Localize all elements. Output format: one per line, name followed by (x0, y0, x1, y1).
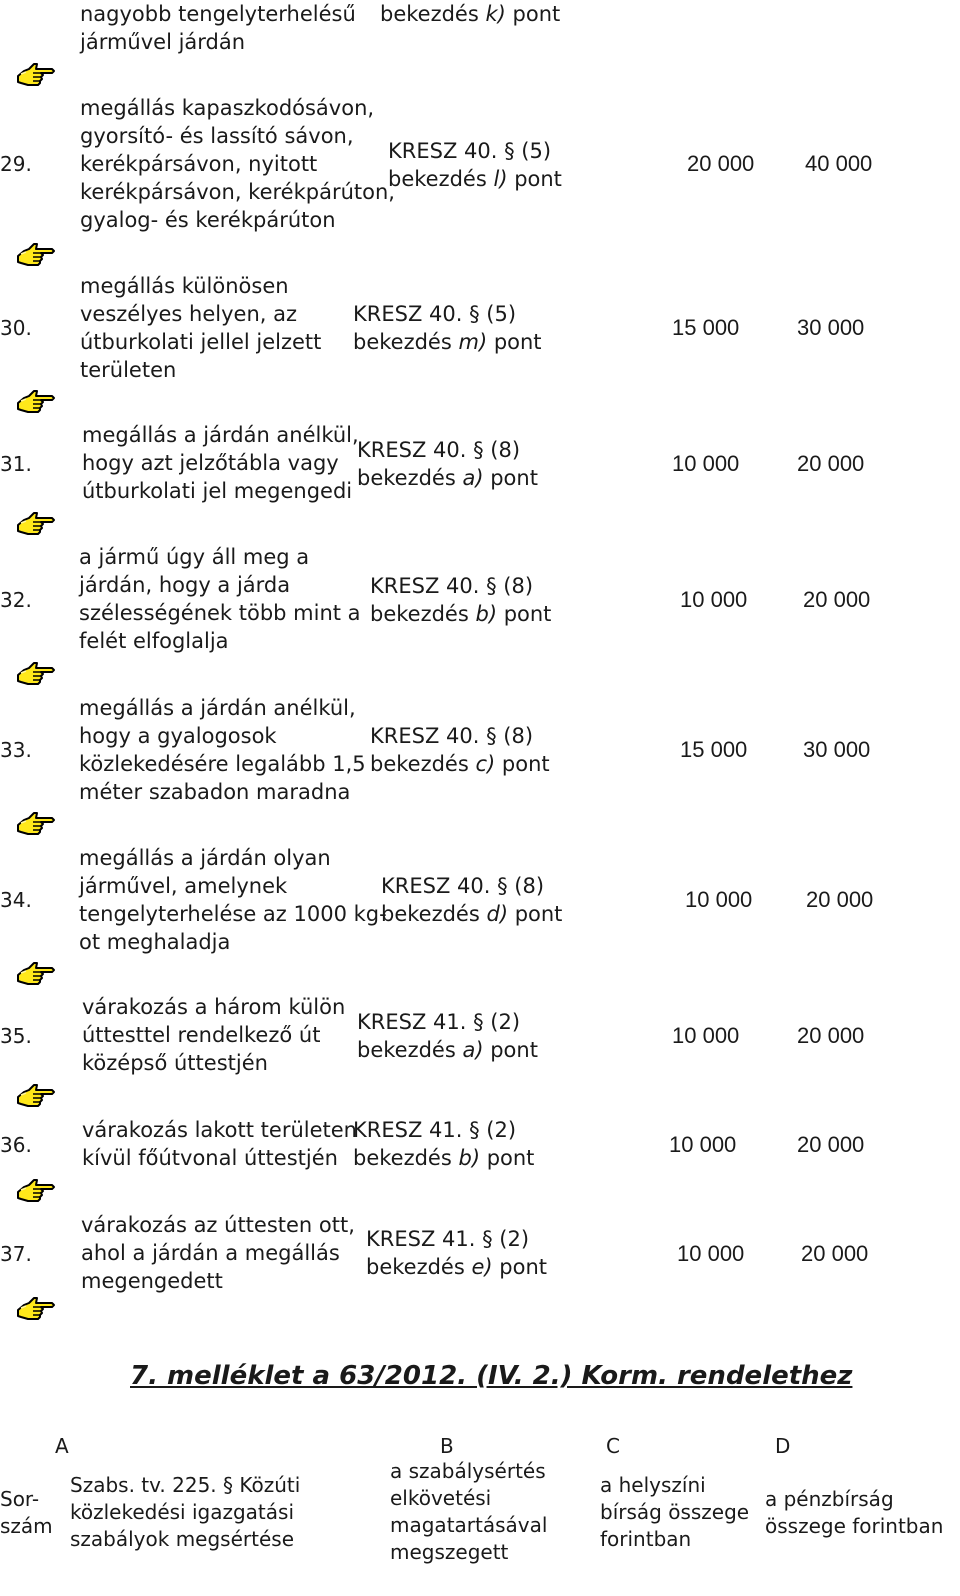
reference-point: l) (493, 167, 508, 191)
reference-paragraph: bekezdés (353, 1146, 459, 1170)
reference-suffix: pont (505, 2, 561, 26)
pointing-hand-icon (16, 655, 56, 689)
violation-description: megállás a járdán olyan járművel, amelynek tengelyterhelése az 1000 kg- ot meghaladja (79, 846, 387, 954)
fine-amount: 30 000 (803, 737, 871, 762)
reference-article: KRESZ 40. § (8) (370, 574, 534, 598)
fine-amount: 20 000 (797, 1023, 865, 1048)
onsite-fine-amount: 10 000 (669, 1132, 737, 1157)
fine-amount: 20 000 (806, 887, 874, 912)
pointing-hand-icon (16, 383, 56, 417)
violation-description: megállás különösen veszélyes helyen, az útburkolati jellel jelzett területen (80, 274, 322, 382)
reference-suffix: pont (483, 1038, 538, 1062)
row-number: 33. (0, 738, 32, 762)
fine-amount: 20 000 (803, 587, 871, 612)
row-number: 32. (0, 588, 32, 612)
reference-paragraph: bekezdés (370, 752, 476, 776)
fine-amount: 20 000 (801, 1241, 869, 1266)
pointing-hand-icon (16, 1077, 56, 1111)
violation-description: a jármű úgy áll meg a járdán, hogy a járda szélességének több mint a felét elfoglalja (79, 545, 361, 653)
column-letter-d: D (775, 1434, 791, 1458)
onsite-fine-amount: 10 000 (685, 887, 753, 912)
serial-number-header: Sor- szám (0, 1487, 53, 1538)
kresz-reference (366, 1225, 547, 1281)
reference-suffix: pont (507, 167, 562, 191)
reference-article: KRESZ 40. § (5) (388, 139, 552, 163)
kresz-reference (353, 300, 542, 356)
reference-paragraph: bekezdés (366, 1255, 472, 1279)
violation-description: várakozás a három külön úttesttel rendelkező út középső úttestjén (82, 995, 346, 1075)
reference-article: KRESZ 41. § (2) (353, 1118, 517, 1142)
violation-description: megállás kapaszkodósávon, gyorsító- és lassító sávon, kerékpársávon, nyitott kerékpársávon, kerékpárúton, gyalog- és kerékpárúton (80, 96, 395, 232)
reference-point: b) (475, 602, 498, 626)
reference-point: c) (475, 752, 496, 776)
kresz-reference (370, 722, 550, 778)
row-number: 29. (0, 152, 32, 176)
reference-point: b) (458, 1146, 481, 1170)
onsite-fine-amount: 10 000 (677, 1241, 745, 1266)
reference-article: KRESZ 40. § (8) (381, 874, 545, 898)
reference-paragraph: bekezdés (357, 466, 463, 490)
reference-paragraph: bekezdés (381, 902, 487, 926)
reference-suffix: pont (497, 602, 552, 626)
pointing-hand-icon (16, 505, 56, 539)
reference-point: a) (462, 466, 484, 490)
pointing-hand-icon (16, 955, 56, 989)
kresz-reference (381, 872, 562, 928)
kresz-reference (380, 0, 560, 28)
onsite-fine-amount: 15 000 (672, 315, 740, 340)
fine-amount: 20 000 (797, 1132, 865, 1157)
row-number: 37. (0, 1242, 32, 1266)
reference-suffix: pont (495, 752, 550, 776)
reference-suffix: pont (483, 466, 538, 490)
reference-point: e) (471, 1255, 493, 1279)
violation-description: megállás a járdán anélkül, hogy a gyalogosok közlekedésére legalább 1,5 méter szabadon maradna (79, 696, 366, 804)
pointing-hand-icon (16, 56, 56, 90)
reference-article: KRESZ 41. § (2) (366, 1227, 530, 1251)
violation-description: nagyobb tengelyterhelésű járművel járdán (80, 2, 356, 54)
onsite-fine-amount: 10 000 (672, 451, 740, 476)
pointing-hand-icon (16, 1172, 56, 1206)
reference-paragraph: bekezdés (380, 2, 486, 26)
column-c-header: a helyszíni bírság összege forintban (600, 1473, 750, 1551)
row-number: 36. (0, 1133, 32, 1157)
violation-description: várakozás az úttesten ott, ahol a járdán a megállás megengedett (81, 1213, 355, 1293)
reference-point: a) (462, 1038, 484, 1062)
row-number: 35. (0, 1024, 32, 1048)
onsite-fine-amount: 10 000 (680, 587, 748, 612)
annex-title: 7. melléklet a 63/2012. (IV. 2.) Korm. rendelethez (130, 1361, 853, 1391)
reference-point: d) (486, 902, 509, 926)
column-letter-c: C (606, 1434, 620, 1458)
fine-amount: 20 000 (797, 451, 865, 476)
reference-article: KRESZ 41. § (2) (357, 1010, 521, 1034)
kresz-reference (357, 1008, 538, 1064)
onsite-fine-amount: 20 000 (687, 151, 755, 176)
reference-point: k) (485, 2, 506, 26)
reference-suffix: pont (508, 902, 563, 926)
reference-article: KRESZ 40. § (8) (370, 724, 534, 748)
column-a-header: Szabs. tv. 225. § Közúti közlekedési igazgatási szabályok megsértése (70, 1473, 301, 1551)
violation-description: várakozás lakott területen kívül főútvonal úttestjén (82, 1118, 357, 1170)
column-letter-b: B (440, 1434, 454, 1458)
reference-paragraph: bekezdés (357, 1038, 463, 1062)
column-d-header: a pénzbírság összege forintban (765, 1487, 944, 1538)
kresz-reference (388, 137, 562, 193)
reference-suffix: pont (487, 330, 542, 354)
reference-suffix: pont (492, 1255, 548, 1279)
pointing-hand-icon (16, 1290, 56, 1324)
reference-article: KRESZ 40. § (5) (353, 302, 517, 326)
fine-amount: 40 000 (805, 151, 873, 176)
column-b-header: a szabálysértés elkövetési magatartásával megszegett (390, 1459, 548, 1564)
onsite-fine-amount: 15 000 (680, 737, 748, 762)
reference-suffix: pont (480, 1146, 535, 1170)
reference-paragraph: bekezdés (388, 167, 494, 191)
row-number: 31. (0, 452, 32, 476)
reference-point: m) (458, 330, 488, 354)
kresz-reference (353, 1116, 534, 1172)
reference-paragraph: bekezdés (370, 602, 476, 626)
kresz-reference (370, 572, 551, 628)
row-number: 34. (0, 888, 32, 912)
reference-paragraph: bekezdés (353, 330, 459, 354)
pointing-hand-icon (16, 236, 56, 270)
row-number: 30. (0, 316, 32, 340)
column-letter-a: A (55, 1434, 69, 1458)
kresz-reference (357, 436, 538, 492)
pointing-hand-icon (16, 805, 56, 839)
reference-article: KRESZ 40. § (8) (357, 438, 521, 462)
fine-amount: 30 000 (797, 315, 865, 340)
violation-description: megállás a járdán anélkül, hogy azt jelzőtábla vagy útburkolati jel megengedi (82, 423, 359, 503)
onsite-fine-amount: 10 000 (672, 1023, 740, 1048)
